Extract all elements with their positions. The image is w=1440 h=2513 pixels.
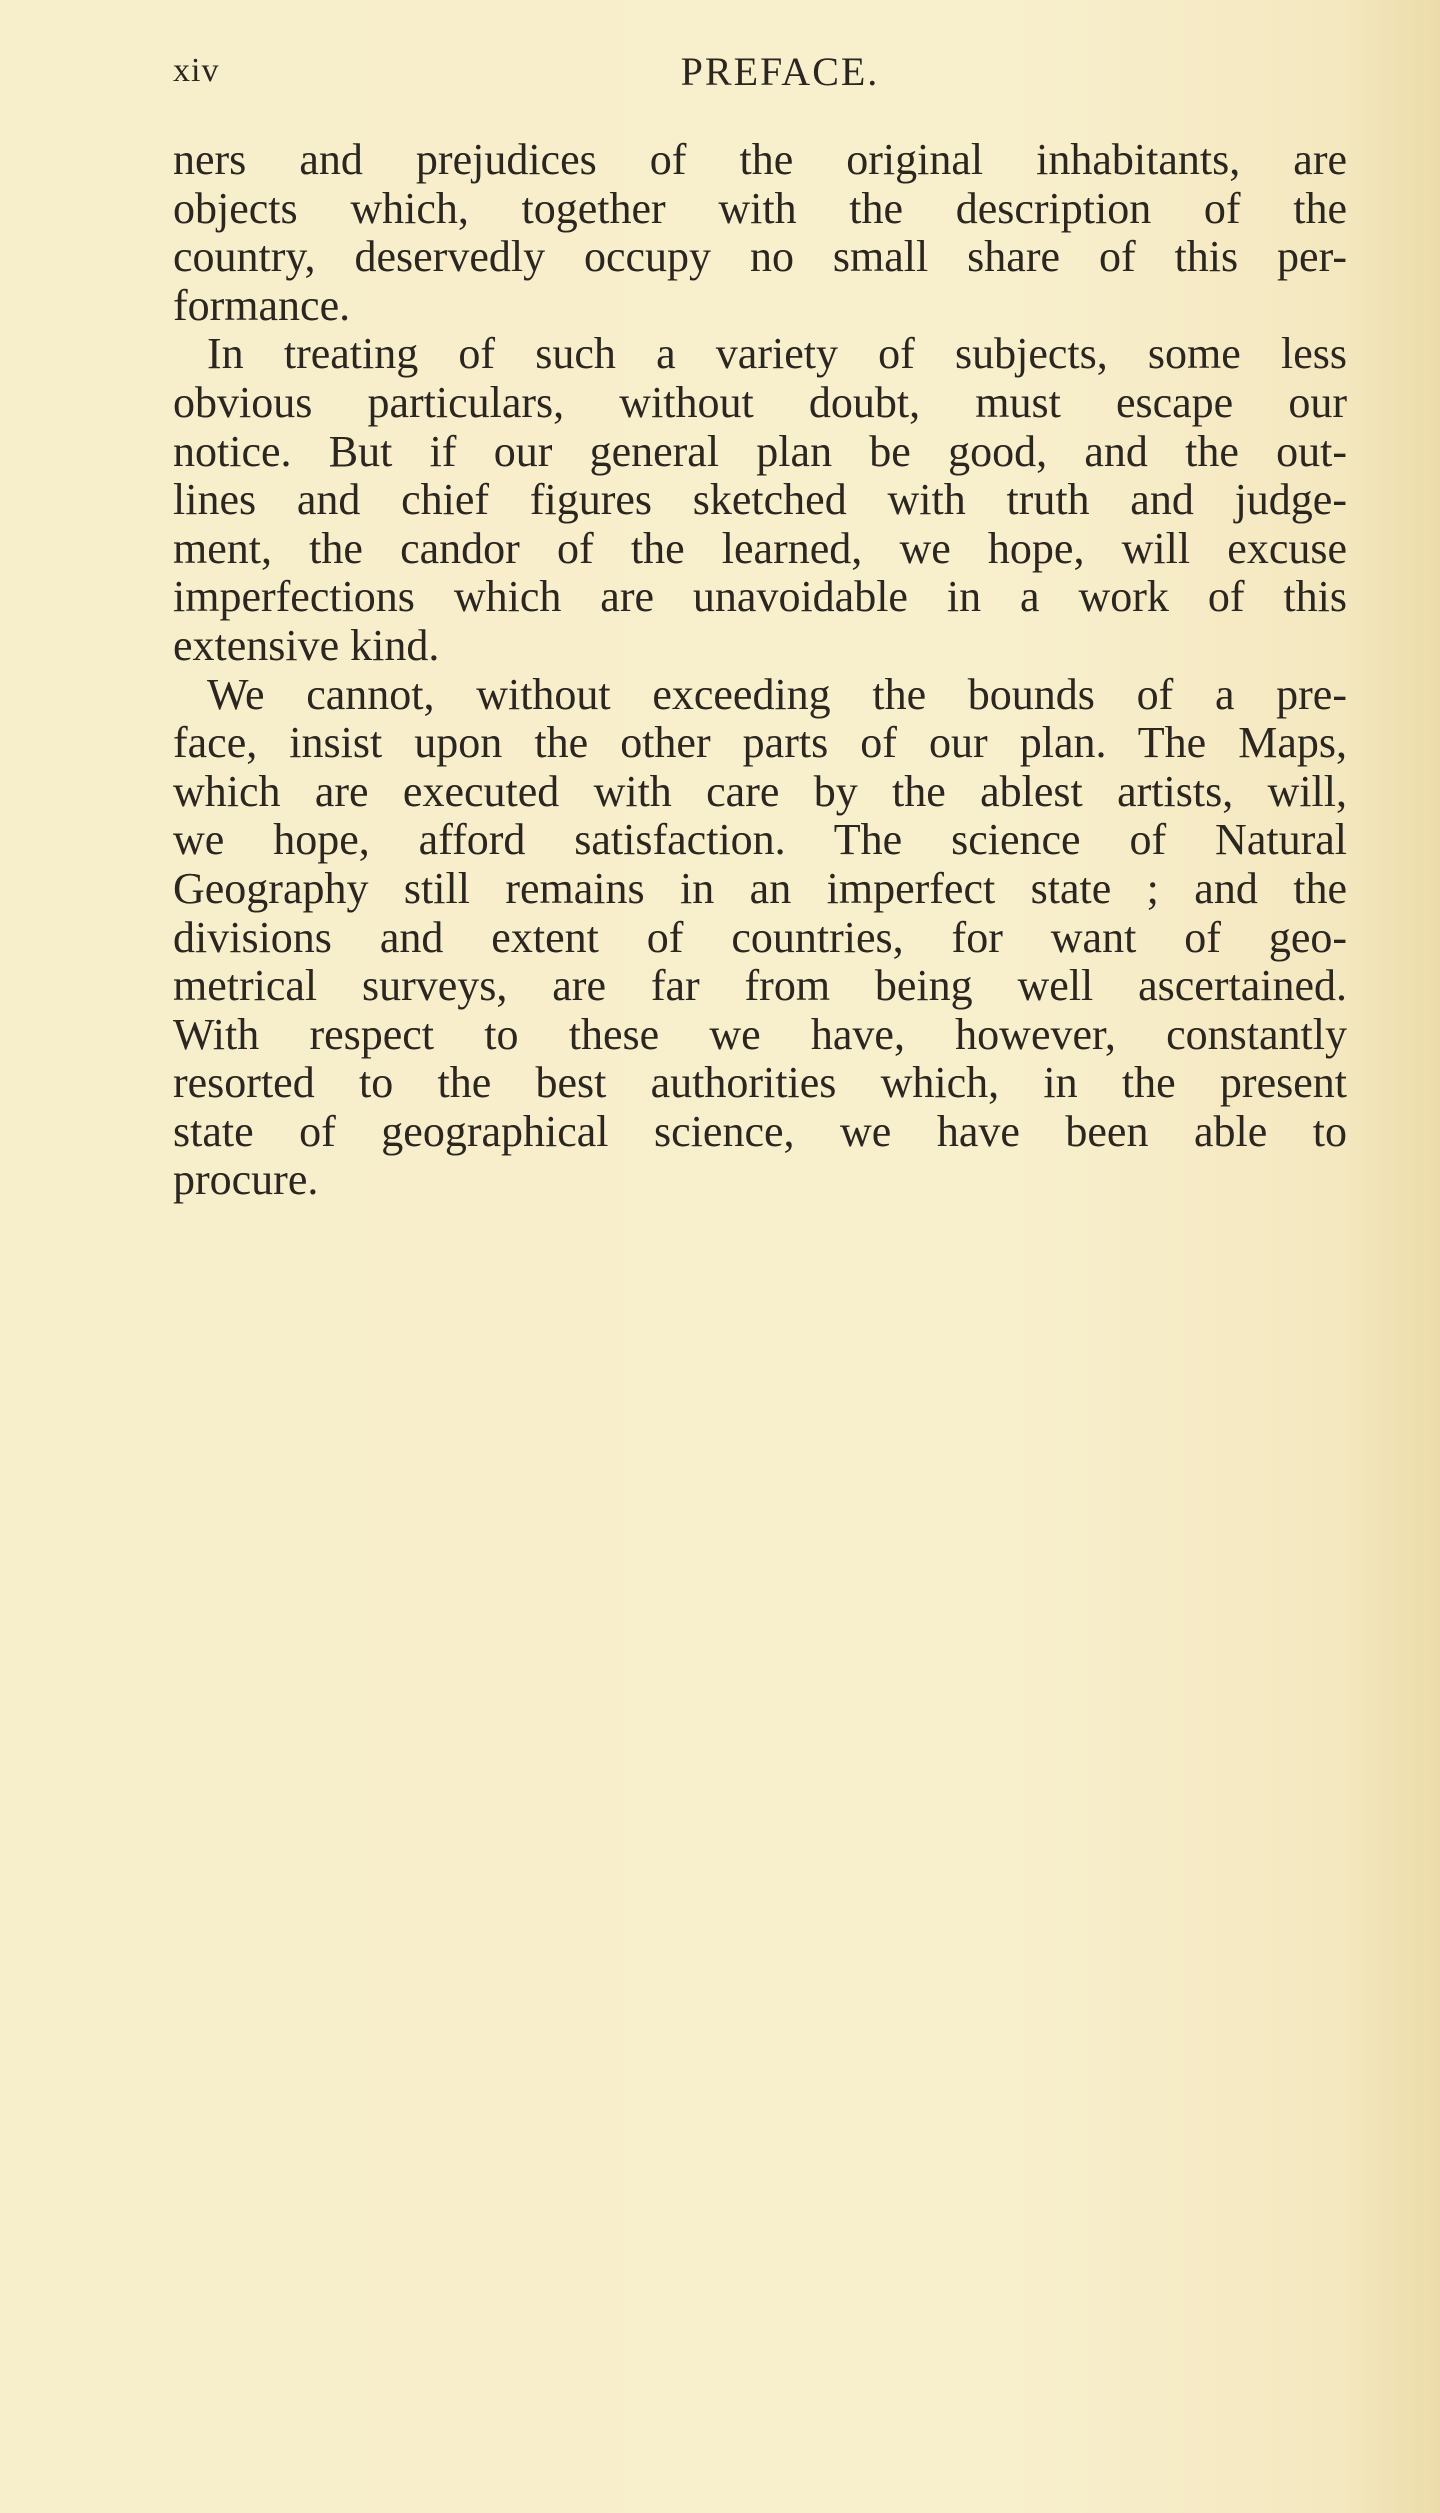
text-line: extensive kind. [173,620,440,670]
page-number: xiv [173,52,220,89]
text-line: divisions and extent of countries, for want of geo- [173,912,1347,962]
text-line: With respect to these we have, however, constantly [173,1009,1347,1059]
text-line: country, deservedly occupy no small share of this per- [173,232,1347,282]
text-line: We cannot, without exceeding the bounds of a pre- [207,669,1347,719]
text-line: procure. [173,1155,319,1205]
text-line: lines and chief figures sketched with truth and judge- [173,475,1347,525]
text-line: we hope, afford satisfaction. The science of Natural [173,815,1347,865]
text-line: ment, the candor of the learned, we hope, will excuse [173,523,1347,573]
text-line: state of geographical science, we have been able to [173,1106,1347,1156]
body-text [173,136,1347,1205]
text-line: face, insist upon the other parts of our plan. The Maps, [173,718,1347,768]
running-title: PREFACE. [680,49,880,94]
text-line: formance. [173,280,351,330]
text-line: Geography still remains in an imperfect state ; and the [173,863,1347,913]
text-line: obvious particulars, without doubt, must escape our [173,377,1347,427]
text-line: metrical surveys, are far from being well ascertained. [173,961,1347,1011]
page-header [173,48,1347,98]
text-line: notice. But if our general plan be good, and the out- [173,426,1347,476]
text-line: imperfections which are unavoidable in a work of this [173,572,1347,622]
text-line: ners and prejudices of the original inhabitants, are [173,135,1347,184]
text-line: objects which, together with the description of the [173,183,1347,233]
text-line: resorted to the best authorities which, in the present [173,1058,1347,1108]
text-line: In treating of such a variety of subjects, some less [207,329,1347,379]
text-line: which are executed with care by the ablest artists, will, [173,766,1347,816]
